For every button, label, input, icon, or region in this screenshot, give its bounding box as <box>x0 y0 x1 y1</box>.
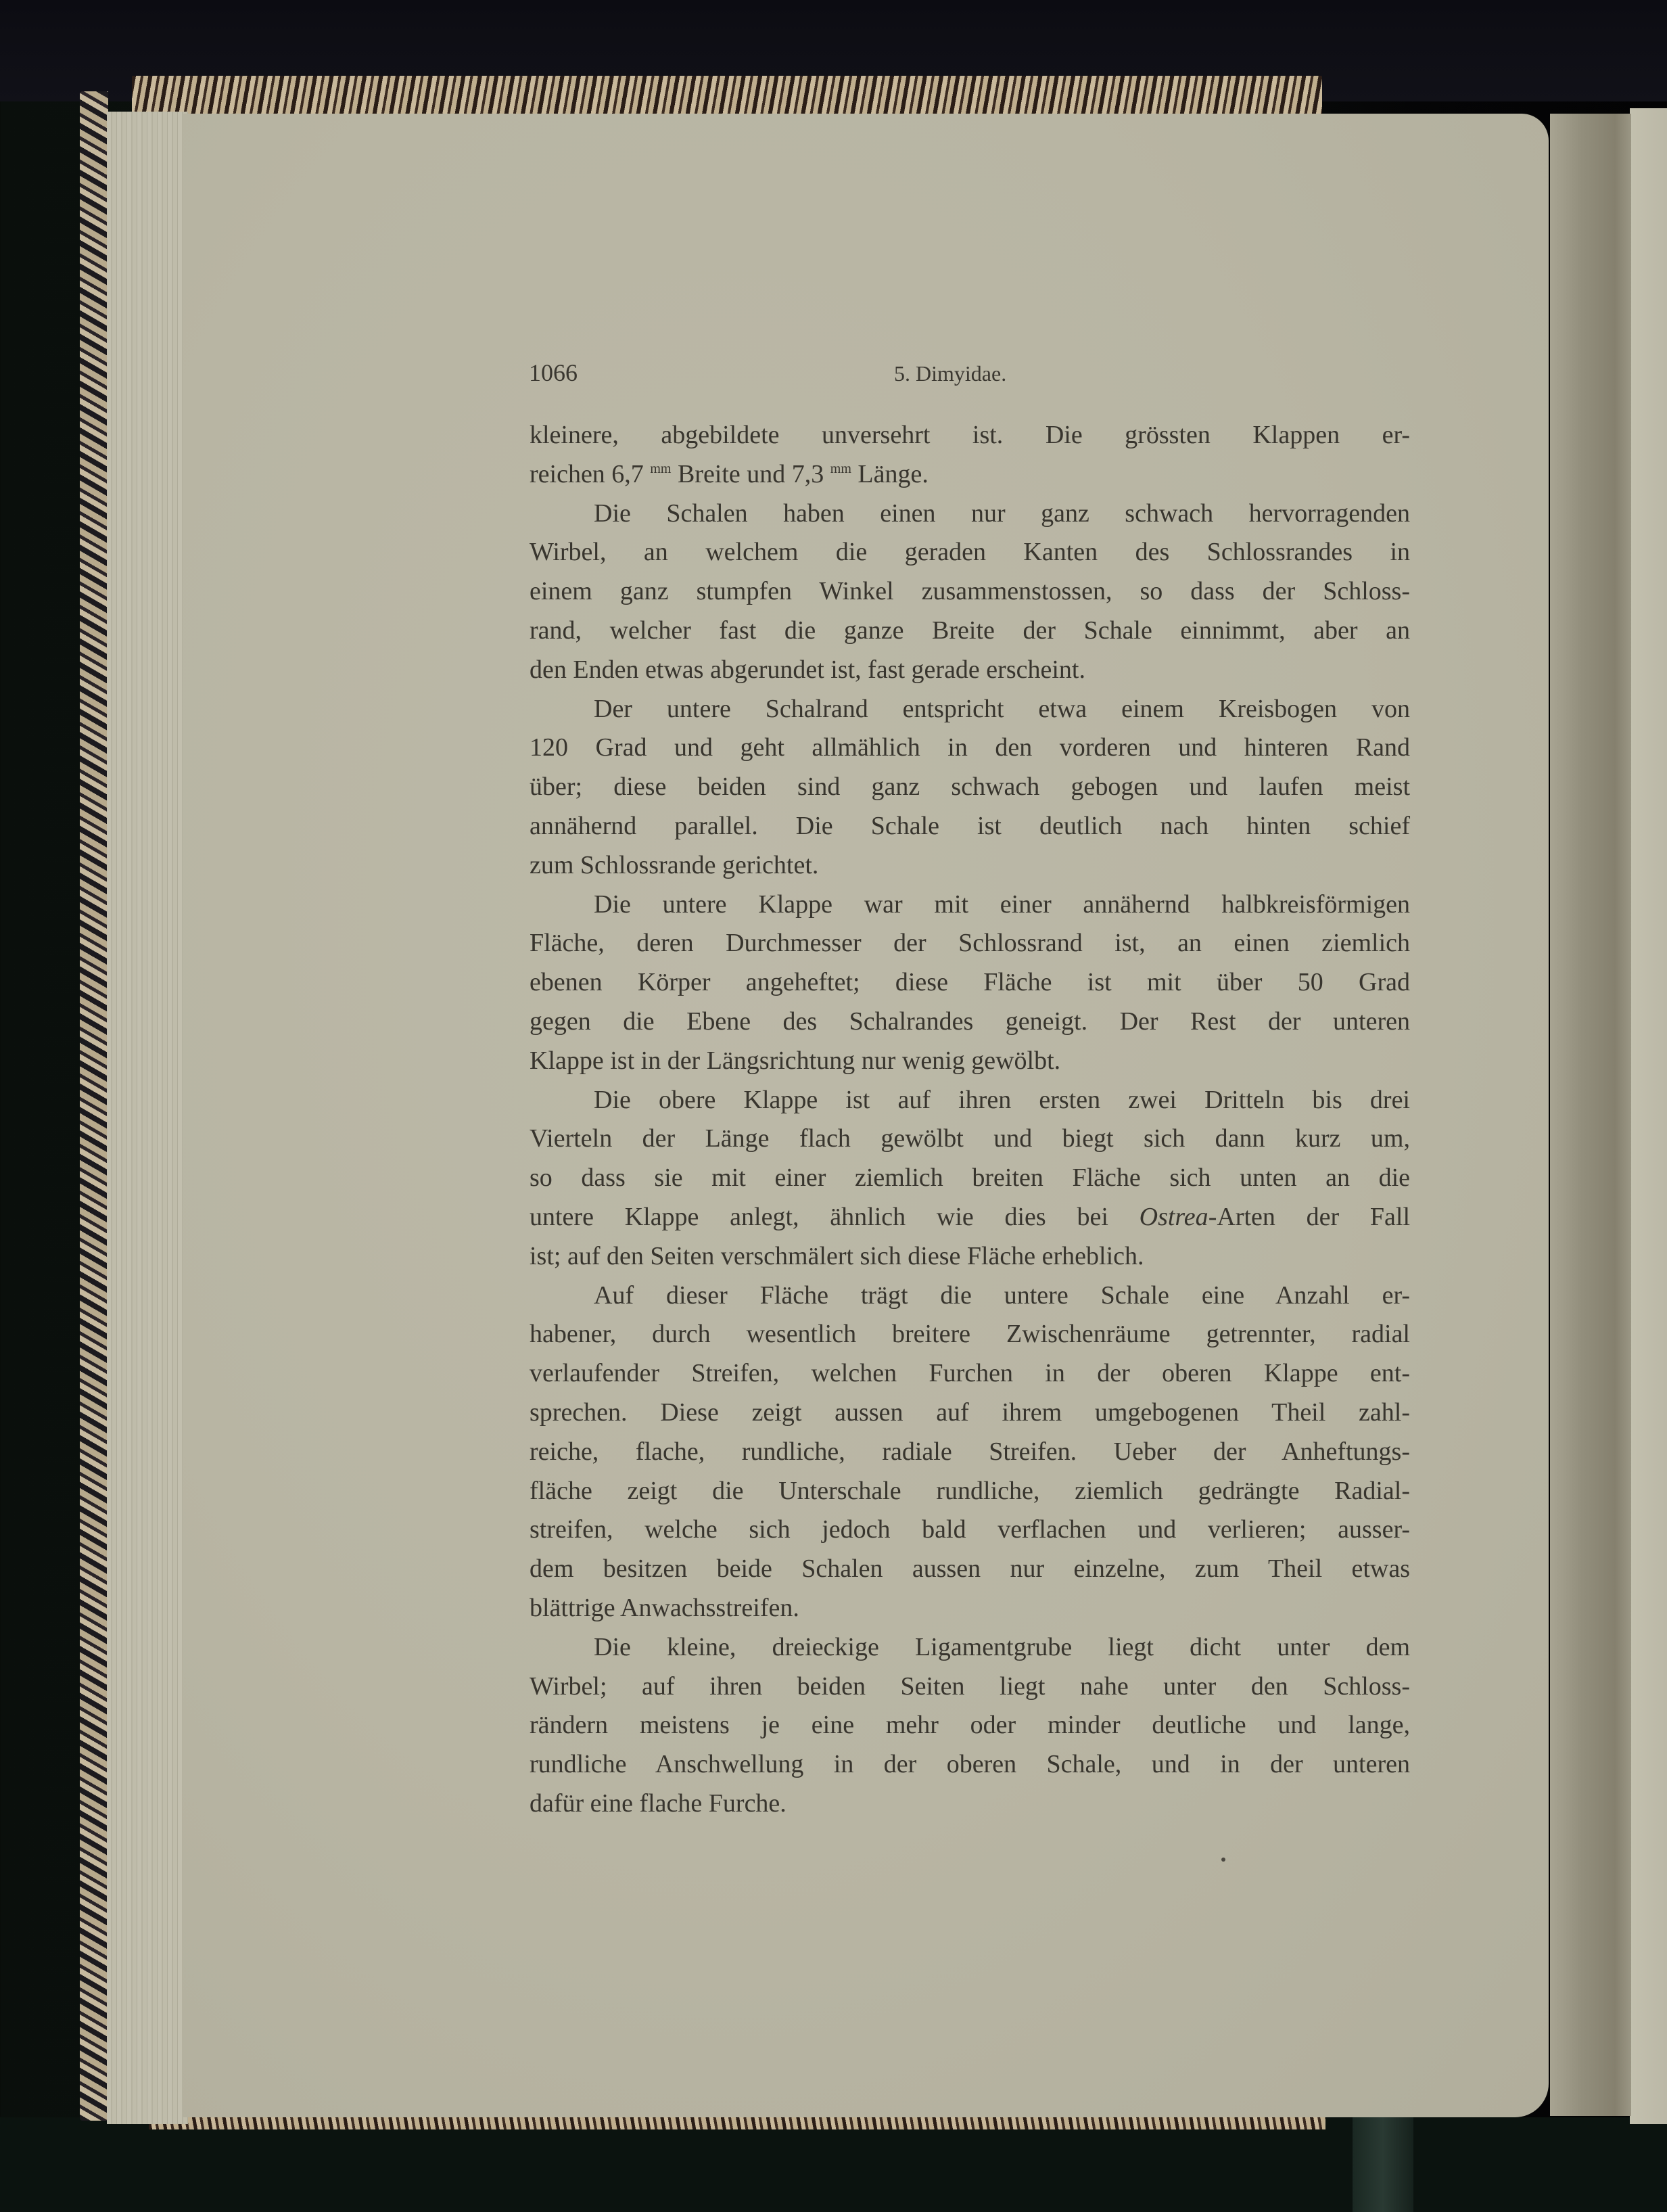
text-line: dafür eine flache Furche. <box>530 1789 786 1818</box>
text-line: Auf dieser Fläche trägt die untere Schale eine Anzahl er- <box>594 1281 1410 1310</box>
text-line: Die Schalen haben einen nur ganz schwach hervorragenden <box>594 499 1410 528</box>
text-line: blättrige Anwachsstreifen. <box>530 1593 799 1622</box>
text-line: den Enden etwas abgerundet ist, fast gerade erscheint. <box>530 655 1085 684</box>
page-gutter-shadow <box>1550 114 1631 2116</box>
text-line: gegen die Ebene des Schalrandes geneigt. Der Rest der unteren <box>530 1007 1410 1036</box>
unit-superscript: mm <box>650 461 672 476</box>
text-line: rand, welcher fast die ganze Breite der Schale einnimmt, aber an <box>530 616 1410 645</box>
running-title: 5. Dimyidae. <box>894 361 1007 386</box>
text-line: zum Schlossrande gerichtet. <box>530 850 819 879</box>
text-line: Wirbel; auf ihren beiden Seiten liegt nahe unter den Schloss- <box>530 1672 1410 1701</box>
text-line: so dass sie mit einer ziemlich breiten Fläche sich unten an die <box>530 1163 1410 1193</box>
text-line: Die untere Klappe war mit einer annähernd halbkreisförmigen <box>594 890 1410 919</box>
background-bottom <box>0 2117 1667 2212</box>
next-page-strip <box>1630 108 1667 2124</box>
book-cover-strip <box>1353 2117 1413 2212</box>
paper-speck <box>1221 1858 1225 1862</box>
page-stack-edges <box>107 112 188 2124</box>
text-line: ebenen Körper angeheftet; diese Fläche ist mit über 50 Grad <box>530 968 1410 997</box>
unit-superscript: mm <box>830 461 851 476</box>
text-line: sprechen. Diese zeigt aussen auf ihrem umgebogenen Theil zahl- <box>530 1398 1410 1427</box>
text-line: fläche zeigt die Unterschale rundliche, ziemlich gedrängte Radial- <box>530 1476 1410 1505</box>
text-line: streifen, welche sich jedoch bald verflachen und verlieren; ausser- <box>530 1515 1410 1544</box>
text-line: ist; auf den Seiten verschmälert sich diese Fläche erheblich. <box>530 1241 1144 1270</box>
text-line: Wirbel, an welchem die geraden Kanten des Schlossrandes in <box>530 538 1410 567</box>
marbled-edge-top <box>132 76 1322 116</box>
text-line: untere Klappe anlegt, ähnlich wie dies bei Ostrea-Arten der Fall <box>530 1202 1411 1231</box>
text-line: reichen 6,7 $^{mm}$ Breite und 7,3 $^{mm}$ Länge. <box>530 459 929 488</box>
text-line: Der untere Schalrand entspricht etwa einem Kreisbogen von <box>594 694 1410 723</box>
text-line: einem ganz stumpfen Winkel zusammenstossen, so dass der Schloss- <box>530 577 1410 606</box>
text-line: Die obere Klappe ist auf ihren ersten zwei Dritteln bis drei <box>594 1085 1410 1114</box>
text-line: dem besitzen beide Schalen aussen nur einzelne, zum Theil etwas <box>530 1554 1410 1584</box>
text-line: Fläche, deren Durchmesser der Schlossrand ist, an einen ziemlich <box>530 929 1410 958</box>
text-line: Vierteln der Länge flach gewölbt und biegt sich dann kurz um, <box>530 1124 1410 1153</box>
text-line: über; diese beiden sind ganz schwach gebogen und laufen meist <box>530 773 1410 802</box>
text-line: annähernd parallel. Die Schale ist deutlich nach hinten schief <box>530 811 1410 840</box>
text-line: reiche, flache, rundliche, radiale Streifen. Ueber der Anheftungs- <box>530 1437 1410 1466</box>
body-text <box>530 416 1410 1824</box>
page-header <box>529 359 1408 392</box>
text-line: kleinere, abgebildete unversehrt ist. Die grössten Klappen er- <box>530 421 1410 449</box>
page-number: 1066 <box>529 359 578 386</box>
text-line: rundliche Anschwellung in der oberen Schale, und in der unteren <box>530 1750 1410 1779</box>
text-line: verlaufender Streifen, welchen Furchen in der oberen Klappe ent- <box>530 1359 1410 1388</box>
text-line: rändern meistens je eine mehr oder minder deutliche und lange, <box>530 1711 1410 1740</box>
text-line: 120 Grad und geht allmählich in den vorderen und hinteren Rand <box>530 733 1410 762</box>
text-line: habener, durch wesentlich breitere Zwischenräume getrennter, radial <box>530 1320 1410 1349</box>
text-line: Klappe ist in der Längsrichtung nur wenig gewölbt. <box>530 1046 1061 1075</box>
marbled-edge-left <box>80 91 108 2121</box>
text-line: Die kleine, dreieckige Ligamentgrube liegt dicht unter dem <box>594 1632 1410 1661</box>
italic-genus-name: Ostrea <box>1139 1202 1208 1231</box>
